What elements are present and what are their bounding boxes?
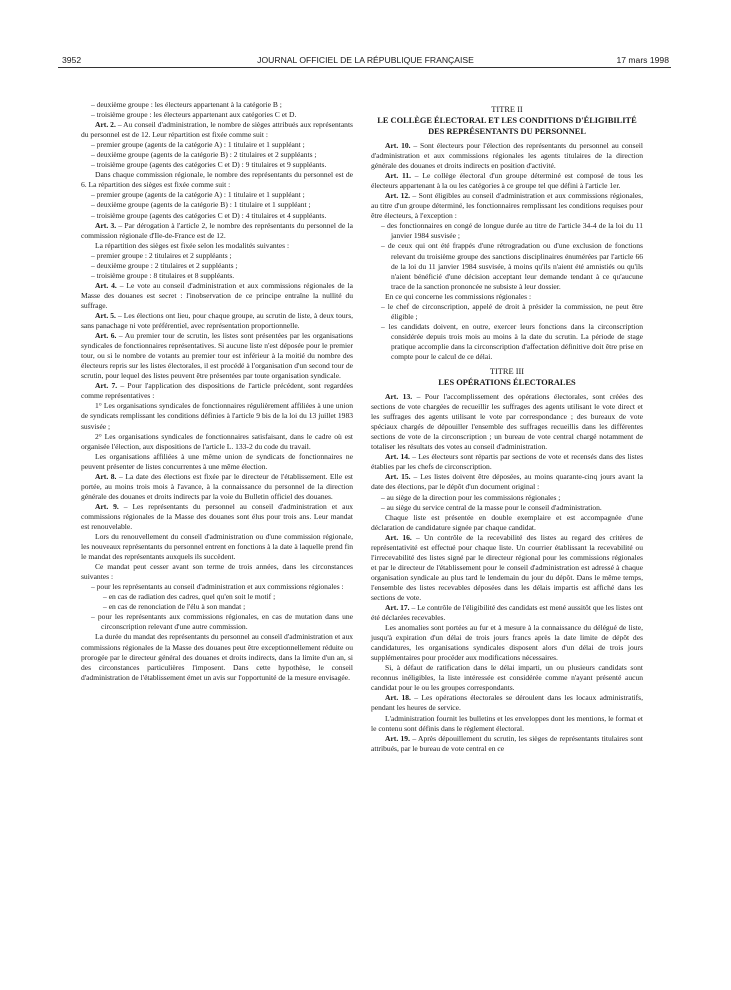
list-item: – troisième groupe (agents des catégories C et D) : 9 titulaires et 9 suppléants. [91, 160, 327, 170]
list-item: – en cas de renonciation de l'élu à son mandat ; [103, 602, 246, 612]
section-heading: LE COLLÈGE ÉLECTORAL ET LES CONDITIONS D'ÉLIGIBILITÉ DES REPRÉSENTANTS DU PERSONNEL [377, 116, 637, 136]
article-paragraph: Art. 15. – Les listes doivent être déposées, au moins quarante-cinq jours avant la date des élections, par le dépôt d'un document original : [371, 472, 644, 492]
list-item: – deuxième groupe : 2 titulaires et 2 suppléants ; [91, 260, 238, 270]
article-number: Art. 13. [385, 392, 413, 402]
article-paragraph: Art. 13. – Pour l'accomplissement des opérations électorales, sont créées des sections de vote chargées de recueillir les suffrages des agents utilisant le vote direct et les suffrages des agents utilisant le vote par correspondance ; des bureaux de vote spéciaux chargés de dépouiller l'ensemble des suffrages recueillis dans les différentes sections de vote de la circonscription ; un bureau de vote central chargé notamment de totaliser les résultats des votes au conseil d'administration. [371, 392, 643, 452]
paragraph: Si, à défaut de ratification dans le délai imparti, un ou plusieurs candidats sont reconnus inéligibles, la liste intéressée est considérée comme n'ayant présenté aucun candidat pour le ou les groupes correspondants. [371, 663, 643, 693]
article-paragraph: Art. 7. – Pour l'application des dispositions de l'article précédent, sont regardées comme représentatives : [81, 381, 353, 401]
article-text: Sont électeurs pour l'élection des représentants du personnel au conseil d'administration et aux commissions régionales les agents titulaires de la direction générale des douanes et droits indirects en position d'activité. [371, 141, 644, 171]
article-paragraph: Art. 11. – Le collège électoral d'un groupe déterminé est composé de tous les électeurs appartenant à la ou les catégories à ce groupe tel que défini à l'article 1er. [371, 171, 643, 191]
list-item: – troisième groupe : les électeurs appartenant aux catégories C et D. [91, 110, 297, 120]
article-text: Sont éligibles au conseil d'administration et aux commissions régionales, au titre d'un groupe déterminé, les fonctionnaires remplissant les conditions requises pour être électeurs, à l'exception : [371, 191, 643, 221]
list-item: – deuxième groupe (agents de la catégorie B) : 2 titulaires et 2 suppléants ; [91, 150, 317, 160]
article-paragraph: Art. 8. – La date des élections est fixée par le directeur de l'établissement. Elle est portée, au moins trois mois à l'avance, à la connaissance du personnel de la direction générale des douanes et droits indirects par la voie du Bulletin officiel des douanes. [81, 471, 354, 501]
article-text: Les opérations électorales se déroulent dans les locaux administratifs, pendant les heures de service. [371, 693, 643, 713]
article-paragraph: Art. 10. – Sont électeurs pour l'élection des représentants du personnel au conseil d'administration et aux commissions régionales les agents titulaires de la direction générale des douanes et droits indirects en position d'activité. [371, 141, 644, 171]
section-title: TITRE III [489, 367, 525, 377]
article-number: Art. 14. [385, 452, 410, 462]
article-paragraph: Art. 16. – Un contrôle de la recevabilité des listes au regard des critères de représentativité est effectué pour chaque liste. Un courrier établissant la recevabilité ou l'irrecevabilité des listes signé par le directeur régional pour les commissions régionales et par le directeur de l'établissement pour le conseil d'administration est adressé à chaque organisation syndicale au plus tard le lendemain du jour du dépôt. Dans le même temps, l'ensemble des listes recevables déposées dans les délais impartis est affiché dans les sections de vote. [371, 532, 643, 602]
section-heading: LES OPÉRATIONS ÉLECTORALES [438, 378, 576, 388]
section-title: TITRE II [491, 105, 523, 114]
paragraph: Chaque liste est présentée en double exemplaire et est accompagnée d'une déclaration de candidature signée par chaque candidat. [371, 512, 643, 532]
article-text: Par dérogation à l'article 2, le nombre des représentants du personnel de la commission régionale d'Ile-de-France est de 12. [81, 220, 354, 240]
journal-title: JOURNAL OFFICIEL DE LA RÉPUBLIQUE FRANÇAISE [257, 55, 474, 65]
issue-date: 17 mars 1998 [616, 55, 669, 65]
list-item: – au siège du service central de la masse pour le conseil d'administration. [381, 502, 602, 512]
article-number: Art. 7. [95, 381, 118, 391]
article-number: Art. 18. [385, 693, 411, 703]
paragraph: La durée du mandat des représentants du personnel au conseil d'administration et aux commissions régionales de la Masse des douanes peut être exceptionnellement réduite ou prorogée par le directeur général des douanes et droits indirects, dans la limite d'un an, si des circonstances particulières l'imposent. Dans cette hypothèse, le conseil d'administration de l'établissement émet un avis sur l'opportunité de la mesure envisagée. [81, 632, 353, 682]
paragraph: Ce mandat peut cesser avant son terme de trois années, dans les circonstances suivantes : [81, 562, 353, 582]
article-text: Pour l'application des dispositions de l'article précédent, sont regardées comme représentatives : [81, 381, 353, 401]
article-text: Après dépouillement du scrutin, les sièges de représentants titulaires sont attribués, par le bureau de vote central en ce [371, 733, 643, 753]
article-number: Art. 8. [95, 471, 117, 481]
article-number: Art. 19. [385, 733, 410, 743]
header-rule [58, 67, 671, 68]
article-number: Art. 15. [385, 472, 411, 482]
list-item: – premier groupe (agents de la catégorie A) : 1 titulaire et 1 suppléant ; [91, 140, 305, 150]
list-item: – premier groupe : 2 titulaires et 2 suppléants ; [91, 250, 232, 260]
paragraph: En ce qui concerne les commissions régionales : [385, 291, 532, 301]
list-item: – le chef de circonscription, appelé de droit à présider la commission, ne peut être éligible ; [381, 301, 643, 321]
article-paragraph: Art. 12. – Sont éligibles au conseil d'administration et aux commissions régionales, au titre d'un groupe déterminé, les fonctionnaires remplissant les conditions requises pour être électeurs, à l'exception : [371, 191, 643, 221]
list-item: – pour les représentants au conseil d'administration et aux commissions régionales : [91, 582, 344, 592]
article-text: Pour l'accomplissement des opérations électorales, sont créées des sections de vote chargées de recueillir les suffrages des agents utilisant le vote direct et les suffrages des agents utilisant le vote par correspondance ; des bureaux de vote spéciaux chargés de dépouiller l'ensemble des suffrages recueillis dans les différentes sections de vote de la circonscription ; un bureau de vote central chargé notamment de totaliser les résultats des votes au conseil d'administration. [371, 392, 643, 452]
list-item: – pour les représentants aux commissions régionales, en cas de mutation dans une circonscription relevant d'une autre commission. [91, 612, 353, 632]
article-paragraph: Art. 2. – Au conseil d'administration, le nombre de sièges attribués aux représentants du personnel est de 12. Leur répartition est fixée comme suit : [81, 120, 353, 140]
page-number: 3952 [62, 55, 82, 65]
list-item: – premier groupe (agents de la catégorie A) : 1 titulaire et 1 suppléant ; [91, 190, 305, 200]
article-number: Art. 6. [95, 331, 117, 341]
article-paragraph: Art. 19. – Après dépouillement du scrutin, les sièges de représentants titulaires sont attribués, par le bureau de vote central en ce [371, 733, 643, 753]
article-paragraph: Art. 4. – Le vote au conseil d'administration et aux commissions régionales de la Masse des douanes est secret : l'inobservation de ce principe entraîne la nullité du suffrage. [81, 280, 353, 310]
article-text: La date des élections est fixée par le directeur de l'établissement. Elle est portée, au moins trois mois à l'avance, à la connaissance du personnel de la direction générale des douanes et droits indirects par la voie du Bulletin officiel des douanes. [81, 471, 354, 501]
paragraph: Les anomalies sont portées au fur et à mesure à la connaissance du délégué de liste, jusqu'à expiration d'un délai de trois jours francs après la date limite de dépôt des candidatures, les organisations syndicales disposent alors d'un délai de trois jours supplémentaires pour procéder aux modifications nécessaires. [371, 623, 643, 663]
article-number: Art. 10. [385, 141, 411, 150]
list-item: – des fonctionnaires en congé de longue durée au titre de l'article 34-4 de la loi du 11 janvier 1984 susvisée ; [381, 221, 643, 241]
article-text: Les représentants du personnel au conseil d'administration et aux commissions régionales de la Masse des douanes sont élus pour trois ans. Leur mandat est renouvelable. [81, 501, 354, 531]
article-paragraph: Art. 9. – Les représentants du personnel au conseil d'administration et aux commissions régionales de la Masse des douanes sont élus pour trois ans. Leur mandat est renouvelable. [81, 501, 354, 531]
article-paragraph: Art. 6. – Au premier tour de scrutin, les listes sont présentées par les organisations syndicales de fonctionnaires représentatives. Si aucune liste n'est déposée pour le premier tour, ou si le nombre de votants au premier tour est inférieur à la moitié du nombre des électeurs repris sur les listes électorales, il est procédé à l'organisation d'un second tour de scrutin, pour lequel des listes peuvent être présentées par toute organisation syndicale. [81, 331, 353, 381]
article-paragraph: Art. 14. – Les électeurs sont répartis par sections de vote et recensés dans des listes établies par les chefs de circonscription. [371, 452, 644, 472]
article-number: Art. 3. [95, 220, 117, 230]
paragraph: L'administration fournit les bulletins et les enveloppes dont les mentions, le format et le contenu sont définis dans le règlement électoral. [371, 713, 643, 733]
article-number: Art. 9. [95, 501, 119, 511]
article-number: Art. 16. [385, 532, 412, 542]
list-item: – de ceux qui ont été frappés d'une rétrogradation ou d'une exclusion de fonctions relevant du troisième groupe des sanctions disciplinaires énumérées par l'article 66 de la loi du 11 janvier 1984 susvisée, à moins qu'ils n'aient été amnistiés ou qu'ils n'aient bénéficié d'une décision acceptant leur demande tendant à ce qu'aucune trace de la sanction prononcée ne subsiste à leur dossier. [381, 241, 643, 291]
article-number: Art. 11. [385, 171, 411, 181]
article-paragraph: Art. 5. – Les élections ont lieu, pour chaque groupe, au scrutin de liste, à deux tours, sans panachage ni vote préférentiel, avec représentation proportionnelle. [81, 310, 354, 331]
article-number: Art. 17. [385, 603, 410, 613]
article-number: Art. 2. [95, 120, 116, 130]
article-text: Un contrôle de la recevabilité des listes au regard des critères de représentativité est effectué pour chaque liste. Un courrier établissant la recevabilité ou l'irrecevabilité des listes signé par le directeur régional pour les commissions régionales et par le directeur de l'établissement pour le conseil d'administration est adressé à chaque organisation syndicale au plus tard le lendemain du jour du dépôt. Dans le même temps, l'ensemble des listes recevables déposées dans les délais impartis est affiché dans les sections de vote. [371, 532, 643, 602]
article-text: Au premier tour de scrutin, les listes sont présentées par les organisations syndicales de fonctionnaires représentatives. Si aucune liste n'est déposée pour le premier tour, ou si le nombre de votants au premier tour est inférieur à la moitié du nombre des électeurs repris sur les listes électorales, il est procédé à l'organisation d'un second tour de scrutin, pour lequel des listes peuvent être présentées par toute organisation syndicale. [81, 331, 353, 381]
article-number: Art. 4. [95, 280, 117, 290]
paragraph: Lors du renouvellement du conseil d'administration ou d'une commission régionale, les nouveaux représentants du personnel entrent en fonctions à la date à laquelle prend fin le mandat des représentants auxquels ils succèdent. [81, 532, 353, 562]
article-number: Art. 12. [385, 191, 411, 201]
right-column [371, 100, 643, 754]
list-item: – au siège de la direction pour les commissions régionales ; [381, 492, 561, 502]
article-text: Les électeurs sont répartis par sections de vote et recensés dans des listes établies par les chefs de circonscription. [371, 452, 644, 472]
list-item: – troisième groupe : 8 titulaires et 8 suppléants. [91, 270, 235, 280]
list-item: – deuxième groupe (agents de la catégorie B) : 1 titulaire et 1 suppléant ; [91, 200, 311, 210]
article-text: Le contrôle de l'éligibilité des candidats est mené aussitôt que les listes ont été déclarées recevables. [371, 603, 643, 623]
paragraph: 1° Les organisations syndicales de fonctionnaires régulièrement affiliées à une union de syndicats remplissant les conditions définies à l'article 9 bis de la loi du 13 juillet 1983 susvisée ; [81, 401, 353, 431]
article-paragraph: Art. 3. – Par dérogation à l'article 2, le nombre des représentants du personnel de la commission régionale d'Ile-de-France est de 12. [81, 220, 354, 240]
article-paragraph: Art. 18. – Les opérations électorales se déroulent dans les locaux administratifs, pendant les heures de service. [371, 693, 643, 713]
article-paragraph: Art. 17. – Le contrôle de l'éligibilité des candidats est mené aussitôt que les listes ont été déclarées recevables. [371, 603, 643, 623]
paragraph: La répartition des sièges est fixée selon les modalités suivantes : [95, 240, 290, 250]
paragraph: Les organisations affiliées à une même union de syndicats de fonctionnaires ne peuvent présenter de listes concurrentes à une même élection. [81, 451, 353, 471]
left-column [81, 100, 353, 683]
list-item: – les candidats doivent, en outre, exercer leurs fonctions dans la circonscription considérée depuis trois mois au moins à la date du scrutin. La période de stage pratique accomplie dans la circonscription d'affectation définitive doit être prise en compte pour le calcul de ce délai. [381, 321, 643, 361]
list-item: – troisième groupe (agents des catégories C et D) : 4 titulaires et 4 suppléants. [91, 210, 327, 220]
article-number: Art. 5. [95, 310, 116, 320]
paragraph: Dans chaque commission régionale, le nombre des représentants du personnel est de 6. La répartition des sièges est fixée comme suit : [81, 170, 353, 190]
article-text: Le vote au conseil d'administration et aux commissions régionales de la Masse des douanes est secret : l'inobservation de ce principe entraîne la nullité du suffrage. [81, 280, 353, 310]
article-text: Le collège électoral d'un groupe déterminé est composé de tous les électeurs appartenant à la ou les catégories à ce groupe tel que défini à l'article 1er. [371, 171, 643, 191]
article-text: Les listes doivent être déposées, au moins quarante-cinq jours avant la date des élections, par le dépôt d'un document original : [371, 472, 644, 492]
article-text: Les élections ont lieu, pour chaque groupe, au scrutin de liste, à deux tours, sans panachage ni vote préférentiel, avec représentation proportionnelle. [81, 310, 354, 331]
list-item: – en cas de radiation des cadres, quel qu'en soit le motif ; [103, 592, 276, 602]
article-text: Au conseil d'administration, le nombre de sièges attribués aux représentants du personnel est de 12. Leur répartition est fixée comme suit : [81, 120, 353, 140]
paragraph: 2° Les organisations syndicales de fonctionnaires satisfaisant, dans le cadre où est organisée l'élection, aux dispositions de l'article L. 133-2 du code du travail. [81, 431, 353, 451]
list-item: – deuxième groupe : les électeurs appartenant à la catégorie B ; [91, 100, 282, 109]
